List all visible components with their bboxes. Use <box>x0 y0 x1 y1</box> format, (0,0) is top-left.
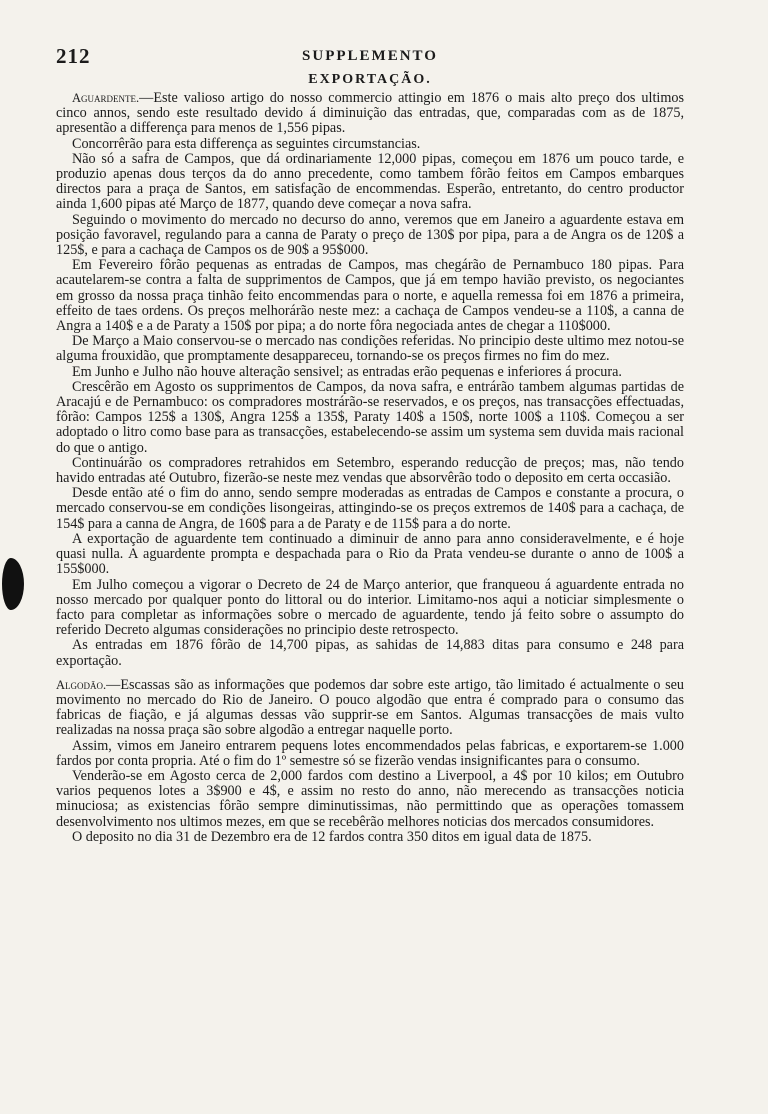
paragraph: Crescêrão em Agosto os supprimentos de Campos, da nova safra, e entrárão tambem algumas partidas de Aracajú e de Pernambuco: os compradores mostrárão-se reservados, e os preços, nas transacções effectuadas, fôrão: Campos 125$ a 130$, Angra 125$ a 135$, Paraty 140$ a 150$, norte 100$ a 110$. Começou a ser adoptado o litro como base para as transacções, estabelecendo-se assim um systema sem duvida mais racional do que o antigo. <box>56 378 684 456</box>
paragraph: Assim, vimos em Janeiro entrarem pequens lotes encommendados pelas fabricas, e exportarem-se 1.000 fardos por conta propria. Até o fim do 1º semestre só se fizerão vendas insignificantes para o consumo. <box>56 737 684 769</box>
paragraph: Venderão-se em Agosto cerca de 2,000 fardos com destino a Liverpool, a 4$ por 10 kilos; em Outubro varios pequenos lotes a 3$900 e 4$, e assim no resto do anno, não merecendo as transacções noticia minuciosa; as existencias fôrão sempre diminutissimas, não permittindo que as operações tomassem desenvolvimento nos ultimos mezes, em que se recebêrão melhores noticias dos mercados consumidores. <box>56 767 684 830</box>
paragraph: Desde então até o fim do anno, sendo sempre moderadas as entradas de Campos e constante a procura, o mercado conservou-se em condições lisongeiras, attingindo-se os preços extremos de 140$ para a cachaça, de 154$ para a canna de Angra, de 160$ para a de Paraty e de 115$ para a do norte. <box>56 485 684 532</box>
paragraph: Não só a safra de Campos, que dá ordinariamente 12,000 pipas, começou em 1876 um pouco tarde, e produzio apenas dous terços da do anno precedente, como tambem fôrão feitos em Campos embarques directos para a praça de Santos, em satisfação de encommendas. Esperão, entretanto, do centro productor ainda 1,600 pipas até Março de 1877, quando deve começar a nova safra. <box>56 150 684 213</box>
lead-word: Algodão. <box>56 677 107 692</box>
paragraph: As entradas em 1876 fôrão de 14,700 pipas, as sahidas de 14,883 ditas para consumo e 248 para exportação. <box>56 637 684 669</box>
paragraph: Em Junho e Julho não houve alteração sensivel; as entradas erão pequenas e inferiores á procura. <box>72 363 622 380</box>
paragraph: Concorrêrão para esta differença as seguintes circumstancias. <box>72 135 421 152</box>
paragraph: Em Fevereiro fôrão pequenas as entradas de Campos, mas chegárão de Pernambuco 180 pipas. Para acautelarem-se contra a falta de supprimentos de Campos, que já em tempo havião previsto, os negociantes em grosso da nossa praça tinhão feito encommendas para o norte, e aquella remessa foi em 1876 a primeira, effeito de taes ordens. Os preços melhorárão neste mez: a cachaça de Campos vendeu-se a 110$, a canna de Angra a 140$ e a de Paraty a 150$ por pipa; a do norte fôra negociada antes de chegar a 110$000. <box>56 257 684 335</box>
thumb-mark <box>2 558 24 610</box>
running-title: SUPPLEMENTO <box>302 48 438 64</box>
page <box>56 44 684 845</box>
paragraph: A exportação de aguardente tem continuado a diminuir de anno para anno consideravelmente, e é hoje quasi nulla. A aguardente prompta e despachada para o Rio da Prata vendeu-se durante o anno de 100$ a 155$000. <box>56 530 684 578</box>
paragraph: O deposito no dia 31 de Dezembro era de 12 fardos contra 350 ditos em igual data de 1875. <box>72 828 592 845</box>
aguardente-section <box>56 91 684 669</box>
section-title: EXPORTAÇÃO. <box>308 72 432 87</box>
lead-word: Aguardente. <box>72 91 140 105</box>
paragraph: Continuárão os compradores retrahidos em Setembro, esperando reducção de preços; mas, não tendo havido entradas até Outubro, fizerão-se neste mez vendas que absorvêrão todo o deposito em certa occasião. <box>56 454 684 487</box>
paragraph: Seguindo o movimento do mercado no decurso do anno, veremos que em Janeiro a aguardente estava em posição favoravel, regulando para a canna de Paraty o preço de 130$ por pipa, para a de Angra os de 120$ a 125$, e para a cachaça de Campos os de 90$ a 95$000. <box>56 211 684 259</box>
page-header <box>56 44 684 70</box>
paragraph: Algodão.—Escassas são as informações que podemos dar sobre este artigo, tão limitado é actualmente o seu movimento no mercado do Rio de Janeiro. O pouco algodão que entra é comprado para o consumo das fabricas de fiação, e já algumas dessas vão supprir-se em Santos. Algumas transacções de mais vulto realizadas na nossa praça são sobre algodão a entregar naquelle porto. <box>56 676 684 739</box>
paragraph: Aguardente.—Este valioso artigo do nosso commercio attingio em 1876 o mais alto preço dos ultimos cinco annos, sendo este resultado devido á diminuição das entradas, que, comparadas com as de 1875, apresentão a differença para menos de 1,556 pipas. <box>56 90 684 137</box>
paragraph: Em Julho começou a vigorar o Decreto de 24 de Março anterior, que franqueou á aguardente entrada no nosso mercado por qualquer ponto do littoral ou do interior. Limitamo-nos aqui a noticiar simplesmente o facto para completar as informações sobre o mercado de aguardente, tendo já feito sobre o assumpto do referido Decreto algumas considerações no principio deste retrospecto. <box>56 576 684 639</box>
algodao-section <box>56 678 684 845</box>
page-number: 212 <box>56 44 91 68</box>
paragraph: De Março a Maio conservou-se o mercado nas condições referidas. No principio deste ultimo mez notou-se alguma frouxidão, que promptamente desappareceu, tornando-se os preços firmes no fim do mez. <box>56 333 684 365</box>
